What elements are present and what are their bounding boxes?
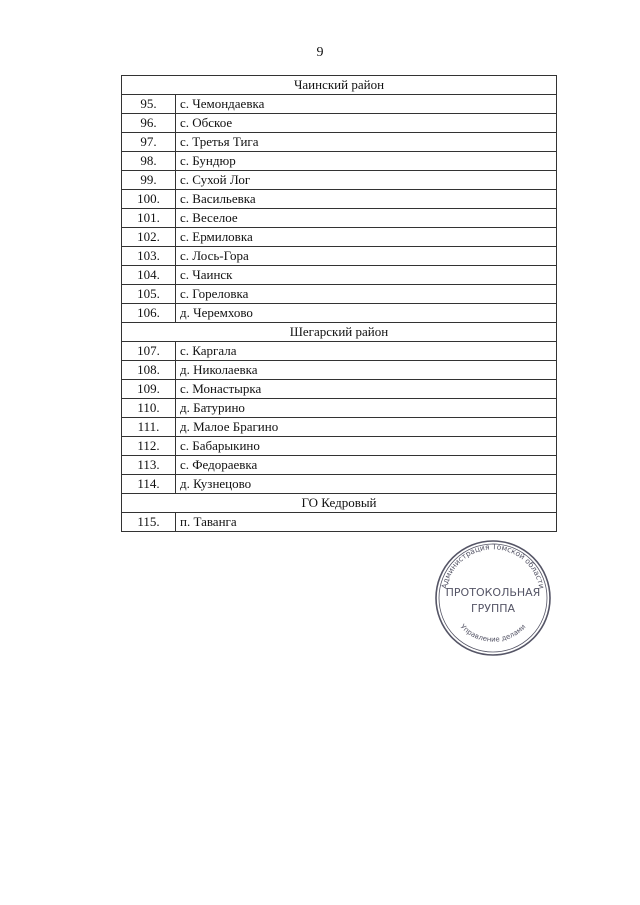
row-number: 96. — [122, 114, 176, 133]
district-header-row — [122, 76, 557, 95]
table-row — [122, 418, 557, 437]
district-header-row — [122, 494, 557, 513]
row-number: 95. — [122, 95, 176, 114]
table-row — [122, 133, 557, 152]
settlement-name: с. Чаинск — [176, 266, 557, 285]
protocol-group-stamp — [433, 538, 553, 658]
settlement-name: с. Веселое — [176, 209, 557, 228]
settlement-name: д. Черемхово — [176, 304, 557, 323]
table-row — [122, 361, 557, 380]
table-row — [122, 209, 557, 228]
table-body — [122, 76, 557, 532]
district-name: Чаинский район — [122, 76, 557, 95]
row-number: 109. — [122, 380, 176, 399]
district-header-row — [122, 323, 557, 342]
stamp-outer-text: Администрация Томской области — [439, 542, 547, 590]
row-number: 102. — [122, 228, 176, 247]
settlement-name: п. Таванга — [176, 513, 557, 532]
row-number: 100. — [122, 190, 176, 209]
settlement-name: с. Монастырка — [176, 380, 557, 399]
settlement-name: с. Сухой Лог — [176, 171, 557, 190]
stamp-center-line2: ГРУППА — [470, 602, 516, 615]
page-number: 9 — [316, 45, 324, 60]
table-row — [122, 513, 557, 532]
table-row — [122, 437, 557, 456]
settlement-name: с. Федораевка — [176, 456, 557, 475]
table-row — [122, 171, 557, 190]
row-number: 108. — [122, 361, 176, 380]
row-number: 113. — [122, 456, 176, 475]
row-number: 105. — [122, 285, 176, 304]
row-number: 106. — [122, 304, 176, 323]
stamp-center-line1: ПРОТОКОЛЬНАЯ — [445, 586, 541, 599]
settlement-name: с. Гореловка — [176, 285, 557, 304]
settlement-name: с. Лось-Гора — [176, 247, 557, 266]
settlement-name: с. Третья Тига — [176, 133, 557, 152]
row-number: 110. — [122, 399, 176, 418]
row-number: 104. — [122, 266, 176, 285]
table-row — [122, 266, 557, 285]
table-row — [122, 247, 557, 266]
settlement-name: д. Батурино — [176, 399, 557, 418]
table-row — [122, 228, 557, 247]
district-name: Шегарский район — [122, 323, 557, 342]
row-number: 111. — [122, 418, 176, 437]
row-number: 98. — [122, 152, 176, 171]
district-name: ГО Кедровый — [122, 494, 557, 513]
settlement-name: с. Васильевка — [176, 190, 557, 209]
table-row — [122, 380, 557, 399]
table-row — [122, 95, 557, 114]
settlement-name: д. Кузнецово — [176, 475, 557, 494]
row-number: 107. — [122, 342, 176, 361]
table-row — [122, 475, 557, 494]
row-number: 101. — [122, 209, 176, 228]
settlement-name: д. Малое Брагино — [176, 418, 557, 437]
settlement-name: с. Обское — [176, 114, 557, 133]
table-row — [122, 399, 557, 418]
row-number: 112. — [122, 437, 176, 456]
table-row — [122, 152, 557, 171]
table-row — [122, 285, 557, 304]
settlement-name: с. Чемондаевка — [176, 95, 557, 114]
table-row — [122, 304, 557, 323]
row-number: 114. — [122, 475, 176, 494]
row-number: 115. — [122, 513, 176, 532]
table-row — [122, 456, 557, 475]
row-number: 103. — [122, 247, 176, 266]
settlement-name: с. Каргала — [176, 342, 557, 361]
settlements-table — [121, 75, 557, 532]
row-number: 99. — [122, 171, 176, 190]
settlement-name: д. Николаевка — [176, 361, 557, 380]
table-row — [122, 190, 557, 209]
settlement-name: с. Бабарыкино — [176, 437, 557, 456]
table-row — [122, 342, 557, 361]
stamp-bottom-text: Управление делами — [458, 622, 528, 644]
settlement-name: с. Ермиловка — [176, 228, 557, 247]
settlement-name: с. Бундюр — [176, 152, 557, 171]
row-number: 97. — [122, 133, 176, 152]
table-row — [122, 114, 557, 133]
